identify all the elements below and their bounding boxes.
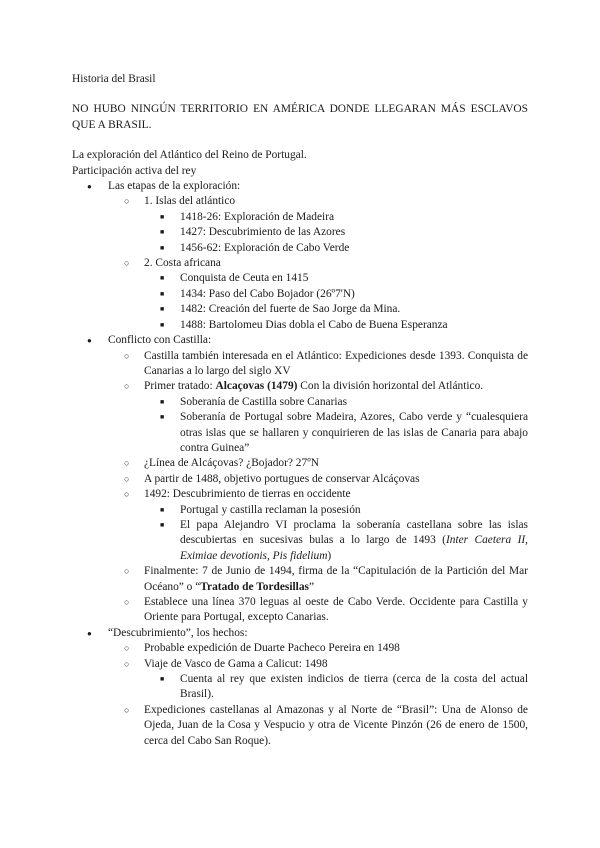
list-item: ■ Cuenta al rey que existen indicios de tierra (cerca de la costa del actual Brasil). bbox=[180, 672, 528, 703]
tordesillas-name: Tratado de Tordesillas bbox=[200, 580, 309, 593]
descubrimiento-label: 1492: Descubrimiento de tierras en occidente bbox=[144, 488, 351, 501]
section-subtitle: Participación activa del rey bbox=[72, 164, 197, 177]
list-item: ■ 1427: Descubrimiento de las Azores bbox=[180, 225, 528, 240]
islas-label: 1. Islas del atlántico bbox=[144, 195, 236, 208]
vasco-label: Viaje de Vasco de Gama a Calicut: 1498 bbox=[144, 657, 328, 670]
tratado-prefix: Primer tratado: bbox=[144, 380, 216, 393]
list-item-vasco bbox=[144, 657, 528, 703]
costa-sublist bbox=[144, 271, 528, 333]
hechos-sublist bbox=[108, 641, 528, 749]
list-item-papa bbox=[180, 518, 528, 564]
vasco-sublist bbox=[144, 672, 528, 703]
list-item: ■ 1418-26: Exploración de Madeira bbox=[180, 210, 528, 225]
list-item-etapas bbox=[108, 179, 528, 333]
list-item-finalmente bbox=[144, 564, 528, 595]
islas-sublist bbox=[144, 210, 528, 256]
list-item-costa bbox=[144, 256, 528, 333]
list-item: ○ Probable expedición de Duarte Pacheco Pereira en 1498 bbox=[144, 641, 528, 656]
papa-bulas: Inter Caetera II, Eximiae devotionis, Pis fidelium bbox=[180, 534, 528, 562]
list-item-conflicto bbox=[108, 333, 528, 626]
list-item: ■ 1488: Bartolomeu Dias dobla el Cabo de Buena Esperanza bbox=[180, 318, 528, 333]
list-item-tratado bbox=[144, 379, 528, 456]
list-item: ○ A partir de 1488, objetivo portugues de conservar Alcáçovas bbox=[144, 472, 528, 487]
main-bullet-list bbox=[72, 179, 528, 749]
list-item-hechos bbox=[108, 626, 528, 749]
tratado-name: Alcaçovas (1479) bbox=[215, 380, 298, 393]
list-item: ■ 1456-62: Exploración de Cabo Verde bbox=[180, 241, 528, 256]
tratado-sublist bbox=[144, 395, 528, 457]
conflicto-sublist bbox=[108, 349, 528, 626]
list-item-descubrimiento bbox=[144, 487, 528, 564]
papa-text: El papa Alejandro VI proclama la soberanía castellana sobre las islas descubiertas en sucesivas bulas a lo largo de 1493 ( bbox=[180, 518, 528, 547]
list-item: ■ Conquista de Ceuta en 1415 bbox=[180, 271, 528, 286]
list-item: ○ ¿Línea de Alcáçovas? ¿Bojador? 27ºN bbox=[144, 456, 528, 471]
list-item: ■ 1482: Creación del fuerte de Sao Jorge da Mina. bbox=[180, 302, 528, 317]
list-item: ○ Establece una línea 370 leguas al oeste de Cabo Verde. Occidente para Castilla y Oriente para Portugal, excepto Canarias. bbox=[144, 595, 528, 626]
list-item: ■ Portugal y castilla reclaman la posesión bbox=[180, 503, 528, 518]
document-title: Historia del Brasil bbox=[72, 73, 156, 85]
etapas-heading: Las etapas de la exploración: bbox=[108, 180, 241, 193]
section-title: La exploración del Atlántico del Reino de Portugal. bbox=[72, 149, 307, 162]
tratado-suffix: Con la división horizontal del Atlántico. bbox=[297, 380, 484, 393]
conflicto-heading: Conflicto con Castilla: bbox=[108, 334, 212, 347]
headline: NO HUBO NINGÚN TERRITORIO EN AMÉRICA DONDE LLEGARAN MÁS ESCLAVOS QUE A BRASIL. bbox=[72, 103, 528, 131]
finalmente-close: ” bbox=[308, 580, 315, 593]
hechos-heading: “Descubrimiento”, los hechos: bbox=[108, 626, 248, 639]
etapas-sublist bbox=[108, 194, 528, 333]
list-item: ■ 1434: Paso del Cabo Bojador (26º7'N) bbox=[180, 287, 528, 302]
list-item: ■ Soberanía de Portugal sobre Madeira, Azores, Cabo verde y “cualesquiera otras islas que se hallaren y conquirieren de las islas de Canaria para abajo contra Guinea” bbox=[180, 410, 528, 456]
list-item: ○ Castilla también interesada en el Atlántico: Expediciones desde 1393. Conquista de Canarias a lo largo del siglo XV bbox=[144, 349, 528, 380]
list-item: ○ Expediciones castellanas al Amazonas y al Norte de “Brasil”: Una de Alonso de Ojeda, Juan de la Cosa y Vespucio y otra de Vicente Pinzón (26 de enero de 1500, cerca del Cabo San Roque). bbox=[144, 703, 528, 749]
list-item-islas bbox=[144, 194, 528, 256]
finalmente-text: Finalmente: 7 de Junio de 1494, firma de la “Capitulación de la Partición del Mar Océano” o “ bbox=[144, 565, 528, 593]
costa-label: 2. Costa africana bbox=[144, 257, 221, 270]
list-item: ■ Soberanía de Castilla sobre Canarias bbox=[180, 395, 528, 410]
papa-close: ) bbox=[327, 549, 332, 562]
descubrimiento-sublist bbox=[144, 503, 528, 565]
